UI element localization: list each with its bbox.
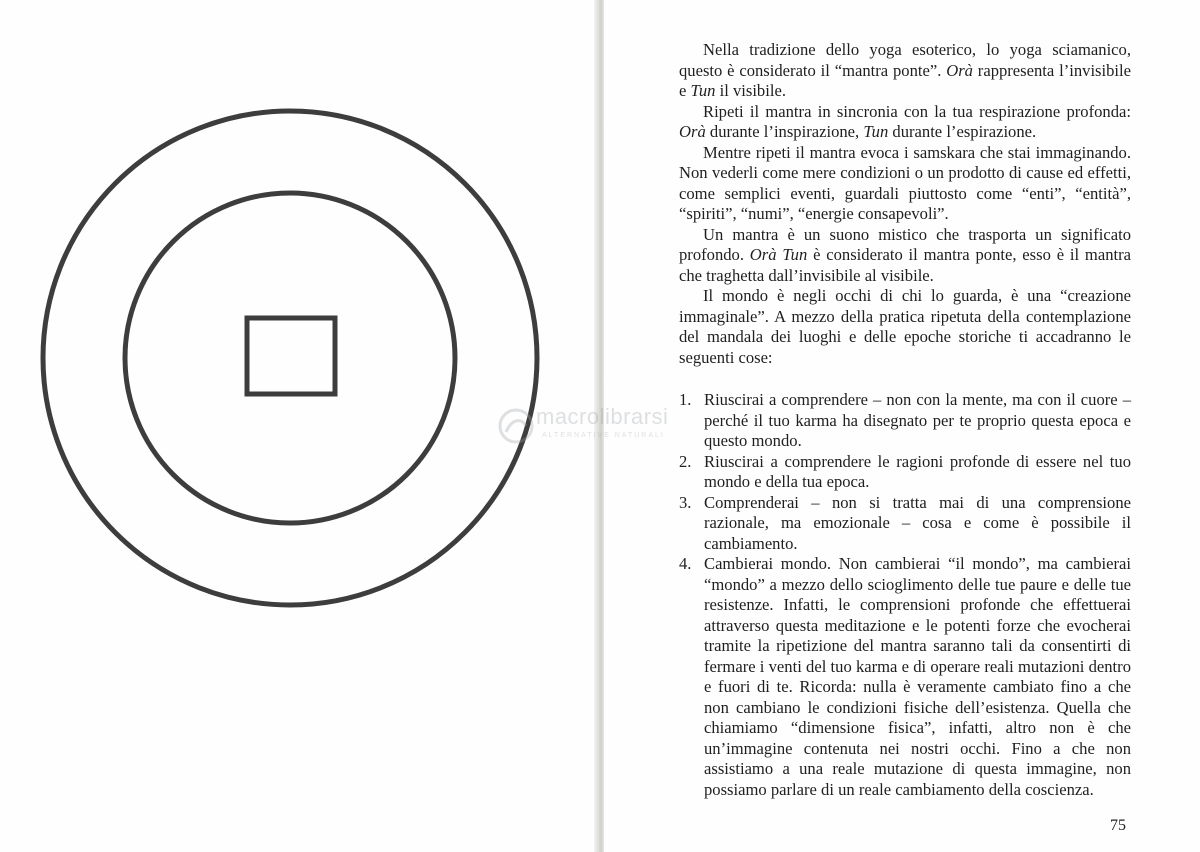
list-text: Riuscirai a comprendere le ragioni profonde di essere nel tuo mondo e della tua epoca. [704, 451, 1131, 491]
outer-circle [43, 111, 537, 605]
list-number: 1. [679, 390, 692, 409]
numbered-list [679, 390, 1131, 800]
list-text: Comprenderai – non si tratta mai di una comprensione razionale, ma emozionale – cosa e come è possibile il cambiamento. [704, 492, 1131, 553]
watermark-subtext: ALTERNATIVE NATURALI [542, 432, 665, 439]
list-text: Cambierai mondo. Non cambierai “il mondo”, ma cambierai “mondo” a mezzo dello scioglimento delle tue paure e delle tue resistenze. Infatti, le comprensioni profonde che effettuerai attraverso questa meditazione e le potenti forze che evocherai tramite la ripetizione del mantra saranno tali da consentirti di fermare i venti del tuo karma e di operare reali mutazioni dentro e fuori di te. Ricorda: nulla è veramente cambiato fino a che non cambiano le condizioni fisiche dell’esistenza. Quella che chiamiamo “dimensione fisica”, infatti, altro non è che un’immagine contenuta nei nostri occhi. Fino a che non assistiamo a una reale mutazione di questa immagine, non possiamo parlare di un reale cambiamento della coscienza. [704, 554, 1131, 799]
right-page [604, 0, 1200, 852]
list-text: Riuscirai a comprendere – non con la mente, ma con il cuore – perché il tuo karma ha disegnato per te proprio questa epoca e questo mondo. [704, 390, 1131, 450]
list-item [679, 554, 1131, 800]
left-page [0, 0, 598, 852]
mandala-illustration [0, 0, 598, 852]
watermark-text: macrolibrarsi [536, 404, 669, 429]
paragraph-1: Nella tradizione dello yoga esoterico, lo yoga sciamanico, questo è considerato il “mantra ponte”. Orà rappresenta l’invisibile e Tun il visibile. [679, 40, 1132, 100]
inner-circle [125, 193, 455, 523]
list-item [679, 390, 1131, 452]
list-item [679, 452, 1131, 493]
center-square [247, 318, 335, 394]
list-number: 2. [679, 451, 692, 471]
body-text [679, 40, 1131, 800]
paragraph-5: Il mondo è negli occhi di chi lo guarda, è una “creazione immaginale”. A mezzo della pratica ripetuta della contemplazione del mandala dei luoghi e delle epoche storiche ti accadranno le seguenti cose: [679, 286, 1131, 367]
page-number: 75 [1110, 817, 1126, 834]
paragraph-4: Un mantra è un suono mistico che trasporta un significato profondo. Orà Tun è considerato il mantra ponte, esso è il mantra che traghetta dall’invisibile al visibile. [679, 224, 1131, 285]
paragraph-3: Mentre ripeti il mantra evoca i samskara che stai immaginando. Non vederli come mere condizioni o un prodotto di cause ed effetti, come semplici eventi, guardali piuttosto come “enti”, “entità”, “spiriti”, “numi”, “energie consapevoli”. [679, 142, 1131, 223]
paragraph-2: Ripeti il mantra in sincronia con la tua respirazione profonda: Orà durante l’inspirazione, Tun durante l’espirazione. [679, 101, 1131, 141]
list-number: 4. [679, 554, 692, 573]
list-number: 3. [679, 492, 692, 512]
list-item [679, 493, 1131, 555]
